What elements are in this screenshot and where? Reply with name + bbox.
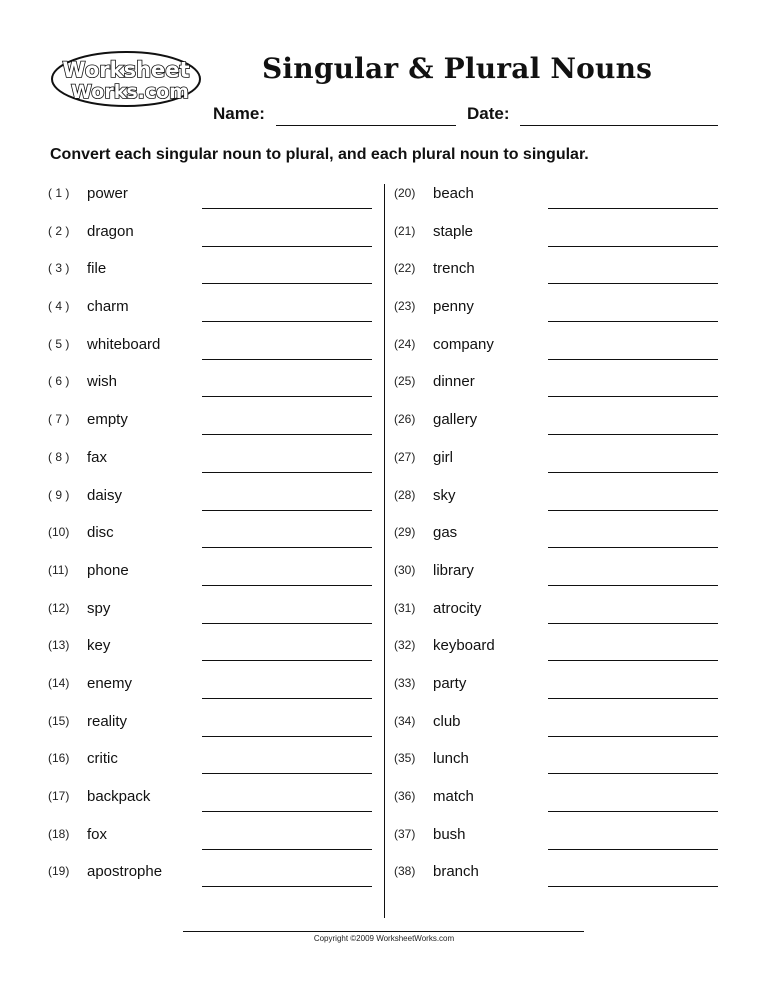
question-item bbox=[48, 630, 378, 668]
question-item bbox=[48, 555, 378, 593]
question-word: dragon bbox=[87, 222, 134, 240]
question-number: (31) bbox=[394, 600, 416, 615]
question-word: lunch bbox=[433, 750, 469, 768]
question-word: beach bbox=[433, 185, 474, 202]
question-number: (21) bbox=[394, 223, 416, 238]
answer-line[interactable] bbox=[548, 396, 718, 397]
question-word: wish bbox=[87, 373, 118, 391]
copyright-notice: Copyright ©2009 WorksheetWorks.com bbox=[313, 934, 455, 943]
date-field[interactable] bbox=[520, 125, 718, 126]
question-item bbox=[48, 856, 378, 894]
answer-line[interactable] bbox=[202, 396, 372, 397]
column-divider bbox=[384, 184, 385, 918]
answer-line[interactable] bbox=[548, 472, 718, 473]
question-item bbox=[394, 178, 724, 216]
question-item bbox=[394, 253, 724, 291]
question-word: keyboard bbox=[433, 637, 495, 655]
question-item bbox=[394, 555, 724, 593]
answer-line[interactable] bbox=[202, 585, 372, 586]
question-word: gallery bbox=[433, 411, 478, 429]
name-label: Name: bbox=[213, 104, 265, 123]
worksheetworks-logo bbox=[50, 50, 202, 108]
question-number: ( 4 ) bbox=[48, 299, 70, 314]
question-word: club bbox=[433, 712, 461, 730]
answer-line[interactable] bbox=[202, 623, 372, 624]
question-word: dinner bbox=[433, 373, 475, 391]
question-number: ( 6 ) bbox=[48, 374, 70, 389]
answer-line[interactable] bbox=[202, 773, 372, 774]
answer-line[interactable] bbox=[202, 472, 372, 473]
question-item bbox=[394, 781, 724, 819]
answer-line[interactable] bbox=[202, 208, 372, 209]
question-number: (36) bbox=[394, 789, 416, 803]
question-number: (33) bbox=[394, 675, 416, 690]
question-word: whiteboard bbox=[87, 335, 161, 353]
question-number: ( 8 ) bbox=[48, 449, 70, 464]
svg-text:Worksheet: Worksheet bbox=[62, 58, 190, 82]
question-item bbox=[48, 517, 378, 555]
question-item bbox=[394, 743, 724, 781]
question-word: branch bbox=[433, 863, 479, 881]
question-item bbox=[394, 517, 724, 555]
question-item bbox=[394, 404, 724, 442]
answer-line[interactable] bbox=[202, 434, 372, 435]
question-number: ( 7 ) bbox=[48, 412, 70, 427]
answer-line[interactable] bbox=[548, 434, 718, 435]
name-field[interactable] bbox=[276, 125, 456, 126]
question-word: apostrophe bbox=[87, 863, 163, 881]
question-item bbox=[394, 668, 724, 706]
question-number: (22) bbox=[394, 261, 416, 276]
question-word: spy bbox=[87, 599, 111, 617]
answer-line[interactable] bbox=[548, 886, 718, 887]
question-number: (26) bbox=[394, 412, 416, 427]
question-number: (37) bbox=[394, 826, 416, 841]
question-word: empty bbox=[87, 411, 128, 429]
question-word: company bbox=[433, 335, 494, 353]
question-number: (12) bbox=[48, 600, 70, 615]
question-word: critic bbox=[87, 750, 118, 768]
footer-divider bbox=[183, 931, 584, 932]
question-word: file bbox=[87, 260, 107, 278]
question-number: (10) bbox=[48, 525, 70, 540]
question-word: sky bbox=[433, 486, 456, 504]
answer-line[interactable] bbox=[202, 283, 372, 284]
question-number: (14) bbox=[48, 675, 70, 690]
question-number: (23) bbox=[394, 299, 416, 314]
question-item bbox=[394, 366, 724, 404]
answer-line[interactable] bbox=[548, 321, 718, 322]
question-item bbox=[48, 366, 378, 404]
question-number: (25) bbox=[394, 374, 416, 389]
question-number: ( 9 ) bbox=[48, 487, 70, 502]
question-number: (13) bbox=[48, 638, 70, 653]
question-word: trench bbox=[433, 260, 475, 278]
question-word: gas bbox=[433, 524, 458, 542]
question-number: (11) bbox=[48, 562, 69, 577]
question-word: girl bbox=[433, 448, 454, 466]
answer-line[interactable] bbox=[548, 246, 718, 247]
answer-line[interactable] bbox=[548, 811, 718, 812]
question-number: ( 3 ) bbox=[48, 261, 70, 276]
answer-line[interactable] bbox=[202, 547, 372, 548]
answer-line[interactable] bbox=[548, 698, 718, 699]
question-number: (16) bbox=[48, 751, 70, 766]
question-number: (27) bbox=[394, 449, 416, 464]
answer-line[interactable] bbox=[548, 283, 718, 284]
answer-line[interactable] bbox=[548, 773, 718, 774]
question-word: staple bbox=[433, 222, 474, 240]
question-item bbox=[48, 743, 378, 781]
question-item bbox=[48, 593, 378, 631]
question-word: power bbox=[87, 185, 128, 202]
question-word: fax bbox=[87, 448, 108, 466]
answer-line[interactable] bbox=[548, 623, 718, 624]
question-number: (20) bbox=[394, 186, 416, 200]
question-item bbox=[48, 404, 378, 442]
question-number: (19) bbox=[48, 864, 70, 879]
answer-line[interactable] bbox=[548, 736, 718, 737]
answer-line[interactable] bbox=[202, 510, 372, 511]
question-item bbox=[394, 329, 724, 367]
answer-line[interactable] bbox=[548, 510, 718, 511]
right-question-column bbox=[394, 178, 724, 894]
question-number: (32) bbox=[394, 638, 416, 653]
question-item bbox=[394, 216, 724, 254]
question-item bbox=[48, 781, 378, 819]
question-item bbox=[48, 329, 378, 367]
question-word: atrocity bbox=[433, 599, 482, 617]
question-item bbox=[394, 442, 724, 480]
question-word: key bbox=[87, 637, 111, 655]
question-word: penny bbox=[433, 298, 474, 316]
question-word: fox bbox=[87, 825, 108, 843]
answer-line[interactable] bbox=[202, 849, 372, 850]
answer-line[interactable] bbox=[202, 698, 372, 699]
question-number: (30) bbox=[394, 562, 416, 577]
question-number: (18) bbox=[48, 826, 70, 841]
date-label: Date: bbox=[467, 104, 510, 123]
answer-line[interactable] bbox=[202, 321, 372, 322]
question-item bbox=[48, 706, 378, 744]
question-word: enemy bbox=[87, 674, 133, 692]
answer-line[interactable] bbox=[202, 811, 372, 812]
answer-line[interactable] bbox=[548, 208, 718, 209]
answer-line[interactable] bbox=[202, 246, 372, 247]
question-item bbox=[394, 819, 724, 857]
answer-line[interactable] bbox=[548, 359, 718, 360]
answer-line[interactable] bbox=[548, 547, 718, 548]
svg-text:Works.com: Works.com bbox=[71, 81, 189, 103]
answer-line[interactable] bbox=[548, 849, 718, 850]
question-number: (38) bbox=[394, 864, 416, 879]
question-word: backpack bbox=[87, 788, 151, 805]
left-question-column bbox=[48, 178, 378, 894]
question-word: daisy bbox=[87, 486, 123, 504]
question-item bbox=[394, 291, 724, 329]
question-item bbox=[394, 593, 724, 631]
question-number: ( 5 ) bbox=[48, 336, 70, 351]
answer-line[interactable] bbox=[202, 660, 372, 661]
question-word: party bbox=[433, 674, 467, 692]
question-word: reality bbox=[87, 712, 128, 730]
question-item bbox=[48, 253, 378, 291]
question-word: bush bbox=[433, 825, 466, 843]
question-item bbox=[48, 819, 378, 857]
question-number: (28) bbox=[394, 487, 416, 502]
question-number: (15) bbox=[48, 713, 70, 728]
question-number: (34) bbox=[394, 713, 416, 728]
question-word: charm bbox=[87, 298, 129, 316]
question-item bbox=[48, 216, 378, 254]
question-word: match bbox=[433, 788, 474, 805]
question-number: (17) bbox=[48, 789, 70, 803]
question-item bbox=[394, 856, 724, 894]
question-item bbox=[48, 291, 378, 329]
question-word: library bbox=[433, 561, 474, 579]
question-number: ( 1 ) bbox=[48, 186, 70, 200]
question-word: disc bbox=[87, 524, 114, 542]
page-title: Singular & Plural Nouns bbox=[262, 52, 653, 85]
answer-line[interactable] bbox=[548, 585, 718, 586]
answer-line[interactable] bbox=[202, 359, 372, 360]
question-word: phone bbox=[87, 561, 129, 579]
instructions: Convert each singular noun to plural, and each plural noun to singular. bbox=[50, 146, 589, 163]
answer-line[interactable] bbox=[202, 736, 372, 737]
question-number: (24) bbox=[394, 336, 416, 351]
question-item bbox=[394, 706, 724, 744]
question-number: ( 2 ) bbox=[48, 223, 70, 238]
question-item bbox=[394, 480, 724, 518]
question-item bbox=[48, 668, 378, 706]
question-item bbox=[394, 630, 724, 668]
question-item bbox=[48, 480, 378, 518]
question-item bbox=[48, 178, 378, 216]
question-number: (29) bbox=[394, 525, 416, 540]
answer-line[interactable] bbox=[202, 886, 372, 887]
question-item bbox=[48, 442, 378, 480]
answer-line[interactable] bbox=[548, 660, 718, 661]
question-number: (35) bbox=[394, 751, 416, 766]
